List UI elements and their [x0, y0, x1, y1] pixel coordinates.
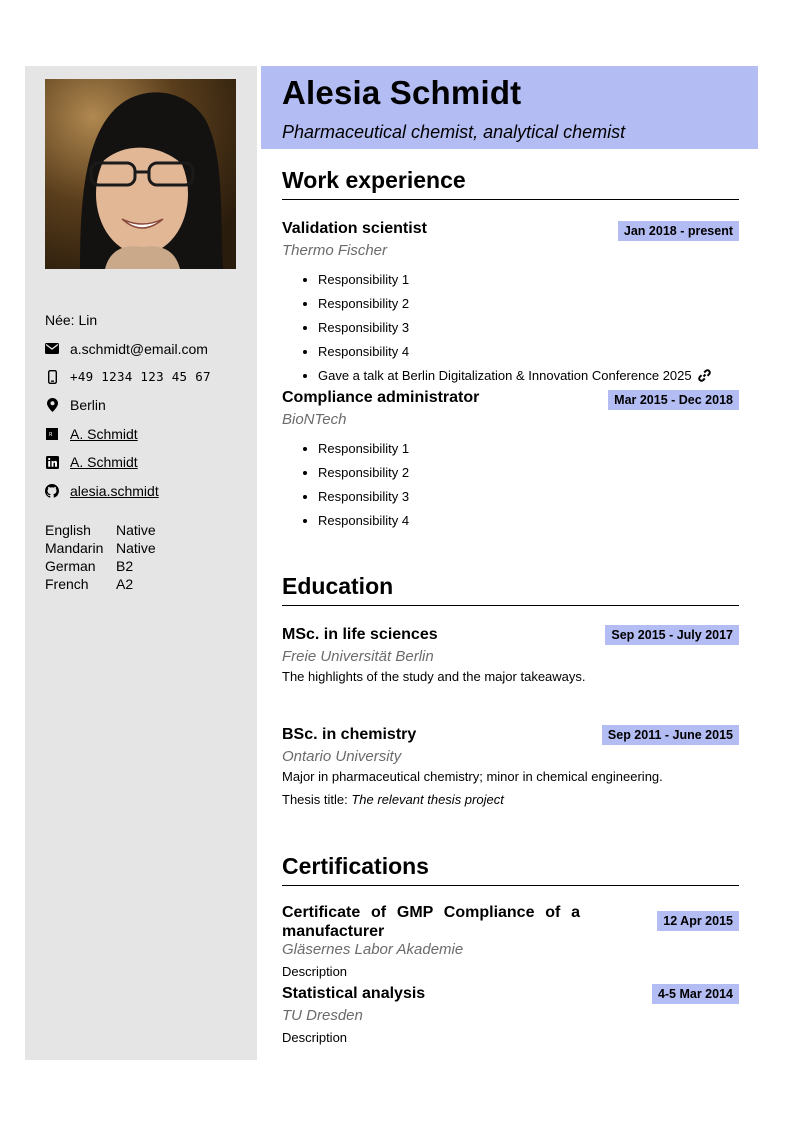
city-text: Berlin [70, 397, 106, 414]
list-item: • Responsibility 2 [318, 464, 739, 488]
thesis-title: The relevant thesis project [351, 792, 504, 807]
certification-issuer: Gläsernes Labor Akademie [282, 941, 464, 958]
certification-description: Description [282, 964, 348, 979]
github-icon [45, 484, 59, 498]
date-badge: 4-5 Mar 2014 [652, 984, 739, 1004]
language-row [45, 575, 156, 593]
language-name: German [45, 558, 96, 574]
list-item: • Responsibility 3 [318, 319, 739, 343]
date-badge: Sep 2015 - July 2017 [605, 625, 739, 645]
researchgate-icon [45, 427, 59, 441]
person-name: Alesia Schmidt [282, 74, 522, 111]
linkedin-icon [45, 455, 59, 469]
job-org: Thermo Fischer [282, 242, 388, 259]
date-badge: Mar 2015 - Dec 2018 [608, 390, 739, 410]
section-title-work: Work experience [282, 167, 739, 200]
job-title: Compliance administrator [282, 389, 480, 406]
phone-text: +49 1234 123 45 67 [70, 369, 211, 385]
linkedin-link[interactable]: A. Schmidt [70, 454, 138, 471]
degree-description: The highlights of the study and the major takeaways. [282, 669, 586, 684]
education-entry [282, 626, 739, 684]
researchgate-link[interactable]: A. Schmidt [70, 425, 138, 442]
nee-text: Née: Lin [45, 312, 98, 329]
date-badge: Jan 2018 - present [618, 221, 739, 241]
sidebar [25, 66, 257, 1060]
certification-title: Statistical analysis [282, 985, 426, 1002]
thesis-line [282, 792, 739, 807]
list-item: • Responsibility 3 [318, 488, 739, 512]
birth-name [45, 306, 211, 334]
email-text[interactable]: a.schmidt@email.com [70, 340, 208, 357]
language-level: A2 [116, 576, 134, 592]
phone-row [45, 363, 211, 391]
language-row [45, 521, 156, 539]
link-icon[interactable] [698, 369, 711, 386]
location-row [45, 391, 211, 419]
phone-icon [45, 370, 59, 384]
responsibility-list [282, 440, 739, 536]
map-pin-icon [45, 398, 59, 412]
education-section [282, 573, 739, 807]
job-title: Validation scientist [282, 220, 427, 237]
language-name: French [45, 576, 89, 592]
job-org: BioNTech [282, 411, 347, 428]
list-item: • Responsibility 4 [318, 512, 739, 536]
degree-institution: Ontario University [282, 748, 402, 765]
language-level: Native [116, 540, 156, 556]
date-badge: 12 Apr 2015 [657, 911, 739, 931]
degree-institution: Freie Universität Berlin [282, 648, 434, 665]
certification-title: Certificate of GMP Compliance of a manufacturer [282, 904, 580, 940]
github-link[interactable]: alesia.schmidt [70, 482, 159, 499]
email-row[interactable] [45, 334, 211, 362]
language-row [45, 539, 156, 557]
contact-list [45, 306, 211, 505]
certifications-section [282, 853, 739, 1045]
section-title-education: Education [282, 573, 739, 606]
list-item: • Gave a talk at Berlin Digitalization & Innovation Conference 2025 [318, 367, 739, 391]
language-name: Mandarin [45, 540, 104, 556]
certification-entry [282, 903, 739, 979]
language-name: English [45, 522, 91, 538]
job-entry [282, 389, 739, 536]
date-badge: Sep 2011 - June 2015 [602, 725, 739, 745]
linkedin-row[interactable] [45, 448, 211, 476]
thesis-label: Thesis title: [282, 792, 352, 807]
list-item: • Responsibility 4 [318, 343, 739, 367]
education-entry [282, 726, 739, 807]
language-row [45, 557, 156, 575]
certification-entry [282, 985, 739, 1045]
language-list [45, 521, 156, 593]
language-level: B2 [116, 558, 134, 574]
section-title-certifications: Certifications [282, 853, 739, 886]
person-subtitle: Pharmaceutical chemist, analytical chemist [282, 122, 626, 142]
certification-issuer: TU Dresden [282, 1007, 363, 1024]
job-entry [282, 220, 739, 391]
list-item: • Responsibility 1 [318, 271, 739, 295]
profile-photo [45, 79, 236, 269]
work-section [282, 167, 739, 536]
responsibility-list [282, 271, 739, 391]
degree-title: MSc. in life sciences [282, 626, 438, 643]
degree-description: Major in pharmaceutical chemistry; minor in chemical engineering. [282, 769, 663, 784]
github-row[interactable] [45, 476, 211, 504]
header-banner [261, 66, 758, 149]
svg-text:R: R [49, 431, 53, 438]
list-item: • Responsibility 1 [318, 440, 739, 464]
certification-description: Description [282, 1030, 348, 1045]
degree-title: BSc. in chemistry [282, 726, 417, 743]
list-item: • Responsibility 2 [318, 295, 739, 319]
researchgate-row[interactable] [45, 420, 211, 448]
envelope-icon [45, 342, 59, 356]
language-level: Native [116, 522, 156, 538]
